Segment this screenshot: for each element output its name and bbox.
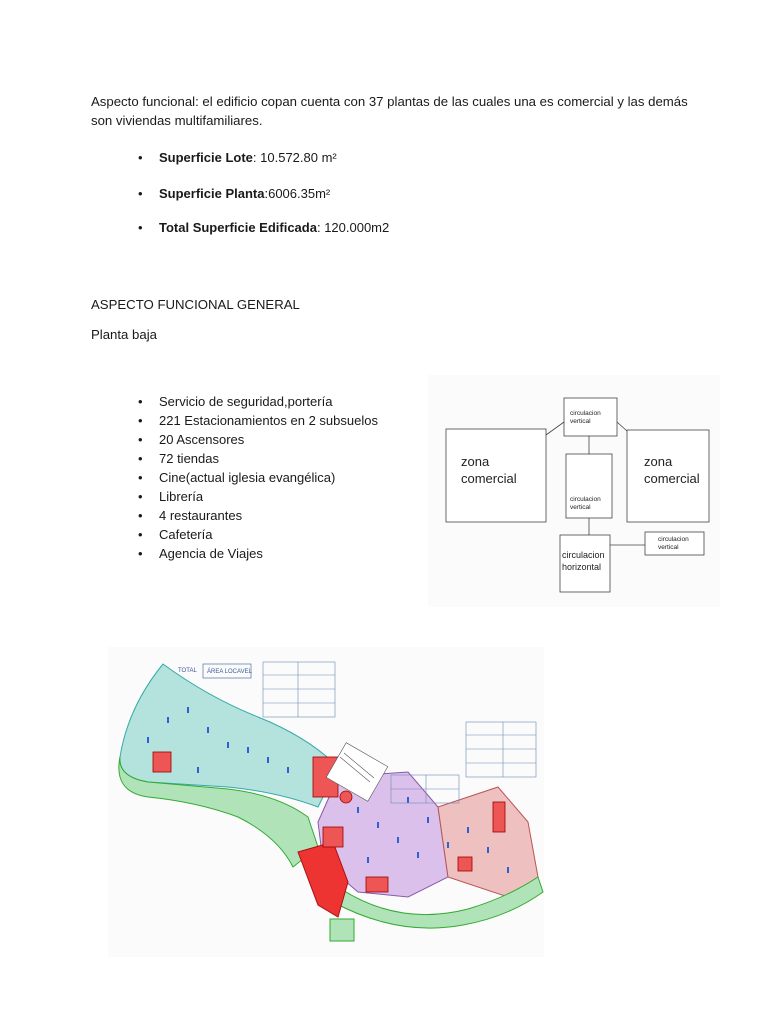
zone-left-label-2: comercial	[461, 471, 517, 486]
spec-value: :6006.35m²	[264, 186, 331, 201]
amenities-list	[138, 392, 378, 563]
spec-label: Total Superficie Edificada	[159, 220, 317, 235]
circ-right-label-1: circulacion	[658, 536, 689, 543]
circ-top-label-2: vertical	[570, 418, 591, 425]
spec-item-planta	[138, 185, 330, 203]
spec-value: : 10.572.80 m²	[252, 150, 337, 165]
list-item: • Cine(actual iglesia evangélica)	[138, 468, 378, 487]
list-item: • 72 tiendas	[138, 449, 378, 468]
zone-right-label-2: comercial	[644, 471, 700, 486]
spec-label: Superficie Lote	[159, 150, 253, 165]
plan-red-core-6	[493, 802, 505, 832]
zone-left-label-1: zona	[461, 454, 490, 469]
spec-value: : 120.000m2	[316, 220, 390, 235]
zone-right-label-1: zona	[644, 454, 673, 469]
spec-label: Superficie Planta	[159, 186, 265, 201]
list-item: • Servicio de seguridad,portería	[138, 392, 378, 411]
plan-red-core-1	[153, 752, 171, 772]
intro-paragraph: Aspecto funcional: el edificio copan cuenta con 37 plantas de las cuales una es comercial y las demás son viviendas multifamiliares.	[91, 94, 688, 128]
plan-red-core-3	[323, 827, 343, 847]
list-item: • Agencia de Viajes	[138, 544, 378, 563]
circ-horiz-label-1: circulacion	[562, 550, 605, 560]
spec-item-total	[138, 219, 389, 237]
plan-red-circle	[340, 791, 352, 803]
circ-right-label-2: vertical	[658, 544, 679, 551]
list-item: • 20 Ascensores	[138, 430, 378, 449]
plan-red-core-4	[366, 877, 388, 892]
subheading: Planta baja	[91, 327, 157, 342]
list-item: • Librería	[138, 487, 378, 506]
circ-mid-label-1: circulacion	[570, 496, 601, 503]
spec-item-lote	[138, 149, 337, 167]
circ-top-label-1: circulacion	[570, 410, 601, 417]
plan-legend-total: TOTAL	[178, 668, 197, 674]
floor-plan	[108, 647, 544, 957]
plan-red-core-5	[458, 857, 472, 871]
circ-mid-label-2: vertical	[570, 504, 591, 511]
plan-small-box	[330, 919, 354, 941]
list-item: • Cafetería	[138, 525, 378, 544]
list-item: • 4 restaurantes	[138, 506, 378, 525]
list-item: • 221 Estacionamientos en 2 subsuelos	[138, 411, 378, 430]
circ-vertical-top-box	[564, 398, 617, 436]
circ-horiz-label-2: horizontal	[562, 562, 602, 572]
section-heading: ASPECTO FUNCIONAL GENERAL	[91, 297, 300, 312]
functional-diagram	[428, 375, 720, 607]
plan-legend-area: ÁREA LOCAVEL	[207, 669, 252, 675]
